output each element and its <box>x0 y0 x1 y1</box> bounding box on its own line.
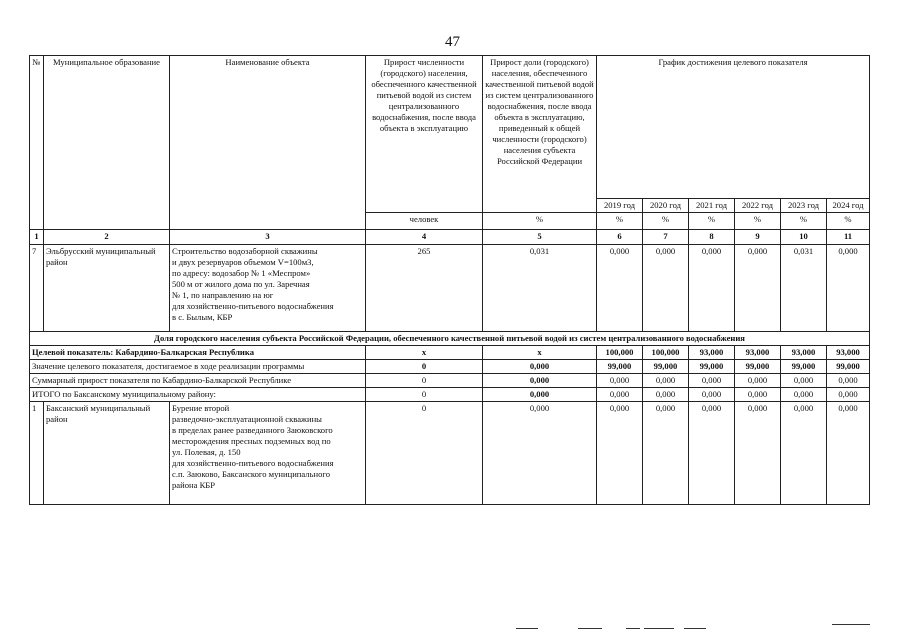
row-year-value: 0,000 <box>643 402 689 505</box>
summary-year-value: 93,000 <box>735 346 781 360</box>
summary-label: Целевой показатель: Кабардино-Балкарская Республика <box>30 346 366 360</box>
header-row <box>30 56 870 199</box>
row-people: 265 <box>366 245 483 332</box>
summary-share: 0,000 <box>483 360 597 374</box>
header-year: 2023 год <box>781 199 827 213</box>
summary-year-value: 99,000 <box>643 360 689 374</box>
summary-row-achieved <box>30 360 870 374</box>
table-row <box>30 245 870 332</box>
summary-share: 0,000 <box>483 374 597 388</box>
summary-year-value: 0,000 <box>643 388 689 402</box>
column-number: 7 <box>643 230 689 245</box>
page-number: 47 <box>445 34 460 50</box>
year-unit: % <box>735 213 781 230</box>
row-share: 0,000 <box>483 402 597 505</box>
row-num: 1 <box>30 402 44 505</box>
row-share: 0,031 <box>483 245 597 332</box>
summary-year-value: 93,000 <box>689 346 735 360</box>
header-share-growth: Прирост доли (городского) населения, обеспеченного качественной питьевой водой из систем централизованного водоснабжения, после ввода объекта в эксплуатацию, приведенный к общей численности (городского) населения субъекта Российской Федерации <box>483 56 597 213</box>
header-schedule: График достижения целевого показателя <box>597 56 870 199</box>
section-row <box>30 332 870 346</box>
summary-year-value: 0,000 <box>735 374 781 388</box>
summary-share: 0,000 <box>483 388 597 402</box>
year-unit: % <box>689 213 735 230</box>
column-number: 8 <box>689 230 735 245</box>
year-unit: % <box>643 213 689 230</box>
row-num: 7 <box>30 245 44 332</box>
row-year-value: 0,031 <box>781 245 827 332</box>
row-people: 0 <box>366 402 483 505</box>
row-year-value: 0,000 <box>643 245 689 332</box>
summary-year-value: 99,000 <box>735 360 781 374</box>
summary-label: Значение целевого показателя, достигаемое в ходе реализации программы <box>30 360 366 374</box>
unit-people: человек <box>366 213 483 230</box>
column-number: 4 <box>366 230 483 245</box>
summary-year-value: 93,000 <box>827 346 870 360</box>
summary-share: х <box>483 346 597 360</box>
summary-people: 0 <box>366 360 483 374</box>
summary-people: х <box>366 346 483 360</box>
summary-year-value: 0,000 <box>597 374 643 388</box>
row-year-value: 0,000 <box>827 402 870 505</box>
row-year-value: 0,000 <box>781 402 827 505</box>
row-year-value: 0,000 <box>735 245 781 332</box>
summary-year-value: 99,000 <box>827 360 870 374</box>
summary-row-baksan-total <box>30 388 870 402</box>
column-number-row <box>30 230 870 245</box>
table-row <box>30 402 870 505</box>
header-year: 2019 год <box>597 199 643 213</box>
summary-year-value: 0,000 <box>597 388 643 402</box>
header-year: 2021 год <box>689 199 735 213</box>
summary-year-value: 100,000 <box>597 346 643 360</box>
year-unit: % <box>827 213 870 230</box>
column-number: 6 <box>597 230 643 245</box>
summary-year-value: 99,000 <box>597 360 643 374</box>
column-number: 3 <box>170 230 366 245</box>
column-number: 10 <box>781 230 827 245</box>
row-municipality: Эльбрусский муниципальный район <box>44 245 170 332</box>
scan-artifact-lines <box>0 628 905 636</box>
summary-year-value: 0,000 <box>827 388 870 402</box>
header-object-name: Наименование объекта <box>170 56 366 230</box>
summary-year-value: 93,000 <box>781 346 827 360</box>
summary-people: 0 <box>366 388 483 402</box>
target-indicator-table <box>29 55 870 505</box>
summary-year-value: 0,000 <box>689 388 735 402</box>
summary-year-value: 0,000 <box>827 374 870 388</box>
column-number: 5 <box>483 230 597 245</box>
summary-year-value: 0,000 <box>781 374 827 388</box>
year-unit: % <box>781 213 827 230</box>
summary-label: ИТОГО по Баксанскому муниципальному району: <box>30 388 366 402</box>
summary-year-value: 99,000 <box>781 360 827 374</box>
row-year-value: 0,000 <box>735 402 781 505</box>
summary-row-total-growth <box>30 374 870 388</box>
header-year: 2024 год <box>827 199 870 213</box>
row-year-value: 0,000 <box>597 245 643 332</box>
row-year-value: 0,000 <box>597 402 643 505</box>
header-num: № <box>30 56 44 230</box>
section-title: Доля городского населения субъекта Российской Федерации, обеспеченного качественной питьевой водой из систем централизованного водоснабжения <box>30 332 870 346</box>
header-year: 2020 год <box>643 199 689 213</box>
header-municipality: Муниципальное образование <box>44 56 170 230</box>
summary-year-value: 0,000 <box>781 388 827 402</box>
unit-pct: % <box>483 213 597 230</box>
summary-year-value: 0,000 <box>643 374 689 388</box>
summary-year-value: 99,000 <box>689 360 735 374</box>
summary-people: 0 <box>366 374 483 388</box>
column-number: 2 <box>44 230 170 245</box>
summary-row-target <box>30 346 870 360</box>
summary-year-value: 100,000 <box>643 346 689 360</box>
summary-year-value: 0,000 <box>689 374 735 388</box>
summary-year-value: 0,000 <box>735 388 781 402</box>
row-year-value: 0,000 <box>827 245 870 332</box>
row-year-value: 0,000 <box>689 245 735 332</box>
column-number: 9 <box>735 230 781 245</box>
row-object: Строительство водозаборной скважины и двух резервуаров объемом V=100м3, по адресу: водозабор № 1 «Меспром» 500 м от жилого дома по ул. Заречная № 1, по направлению на юг для хозяйственно-питьевого водоснабжения в с. Былым, КБР <box>170 245 366 332</box>
summary-label: Суммарный прирост показателя по Кабардино-Балкарской Республике <box>30 374 366 388</box>
row-object: Бурение второй разведочно-эксплуатационной скважины в пределах ранее разведанного Заюковского месторождения пресных подземных вод по ул. Полевая, д. 150 для хозяйственно-питьевого водоснабжения с.п. Заюково, Баксанского муниципального района КБР <box>170 402 366 505</box>
column-number: 11 <box>827 230 870 245</box>
header-pop-growth: Прирост численности (городского) населения, обеспеченного качественной питьевой водой из систем централизованного водоснабжения, после ввода объекта в эксплуатацию <box>366 56 483 213</box>
year-unit: % <box>597 213 643 230</box>
column-number: 1 <box>30 230 44 245</box>
row-municipality: Баксанский муниципальный район <box>44 402 170 505</box>
header-year: 2022 год <box>735 199 781 213</box>
row-year-value: 0,000 <box>689 402 735 505</box>
